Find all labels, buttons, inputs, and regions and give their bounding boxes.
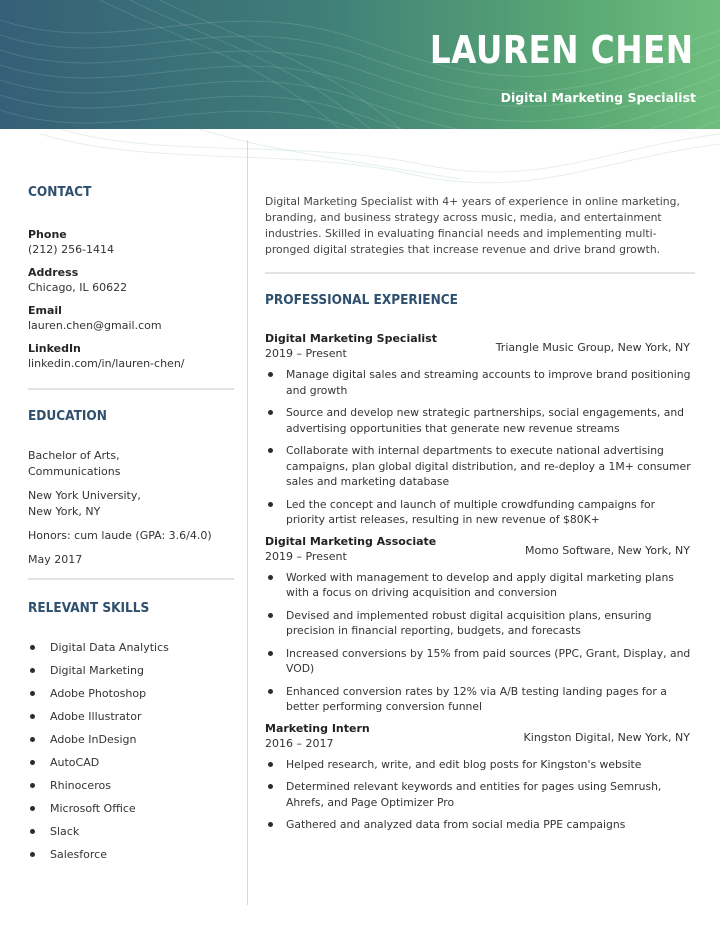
skill-item: Adobe InDesign (28, 733, 234, 756)
job-bullet: Manage digital sales and streaming accounts to improve brand positioning and growth (265, 367, 695, 398)
section-divider (28, 578, 234, 580)
header-banner (0, 0, 720, 129)
job-bullet: Enhanced conversion rates by 12% via A/B testing landing pages for a better performing conversion funnel (265, 684, 695, 715)
contact-label: LinkedIn (28, 342, 81, 355)
job-bullet: Worked with management to develop and apply digital marketing plans with a focus on driving acquisition and conversion (265, 570, 695, 601)
education-degree (28, 448, 234, 480)
job-bullet: Increased conversions by 15% from paid sources (PPC, Grant, Display, and VOD) (265, 646, 695, 677)
job-dates: 2016 – 2017 (265, 736, 334, 750)
job-bullets (265, 757, 695, 833)
contact-title: CONTACT (28, 184, 92, 200)
job-header (265, 332, 695, 364)
contact-address (28, 266, 234, 294)
degree-line: Bachelor of Arts, (28, 449, 120, 462)
skills-title: RELEVANT SKILLS (28, 600, 150, 616)
job-header (265, 535, 695, 567)
contact-section (28, 184, 234, 370)
job-dates: 2019 – Present (265, 347, 347, 360)
job-title: Digital Marketing Specialist (265, 332, 437, 345)
education-honors: Honors: cum laude (GPA: 3.6/4.0) (28, 529, 212, 542)
skill-item: Digital Marketing (28, 664, 234, 687)
skill-item: AutoCAD (28, 756, 234, 779)
contact-phone (28, 228, 234, 256)
candidate-role: Digital Marketing Specialist (500, 90, 696, 105)
school-line: New York University, (28, 489, 141, 502)
skills-section (28, 600, 234, 871)
contact-value: Chicago, IL 60622 (28, 281, 128, 294)
contact-linkedin (28, 342, 234, 370)
contact-label: Address (28, 266, 79, 279)
job-bullet: Determined relevant keywords and entities for pages using Semrush, Ahrefs, and Page Optimizer Pro (265, 779, 695, 810)
job-company: Momo Software, New York, NY (525, 543, 690, 557)
skill-item: Microsoft Office (28, 802, 234, 825)
skill-item: Adobe Photoshop (28, 687, 234, 710)
skill-item: Adobe Illustrator (28, 710, 234, 733)
sidebar (28, 184, 234, 871)
candidate-name: LAUREN CHEN (430, 28, 694, 72)
background-wave-decoration (0, 129, 720, 189)
skill-item: Slack (28, 825, 234, 848)
education-title: EDUCATION (28, 408, 107, 424)
contact-value: linkedin.com/in/lauren-chen/ (28, 357, 185, 370)
job-bullets (265, 367, 695, 528)
skill-item: Rhinoceros (28, 779, 234, 802)
education-section (28, 408, 234, 568)
contact-value: lauren.chen@gmail.com (28, 319, 162, 332)
education-date: May 2017 (28, 553, 83, 566)
section-divider (265, 272, 695, 274)
job-company: Triangle Music Group, New York, NY (495, 341, 690, 354)
contact-value: (212) 256-1414 (28, 243, 115, 256)
job-bullet: Collaborate with internal departments to execute national advertising campaigns, plan global digital distribution, and re-deploy a 1M+ consumer sales and marketing database (265, 443, 695, 490)
degree-line: Communications (28, 465, 121, 478)
job-bullet: Led the concept and launch of multiple crowdfunding campaigns for priority artist releases, resulting in new revenue of $80K+ (265, 497, 695, 528)
section-divider (28, 388, 234, 390)
job-entry (265, 332, 695, 528)
professional-summary: Digital Marketing Specialist with 4+ years of experience in online marketing, branding, and business strategy across music, media, and entertainment industries. Skilled in evaluating financial needs and implementing multi-pronged digital strategies that increase revenue and drive brand growth. (265, 195, 680, 256)
job-bullet: Helped research, write, and edit blog posts for Kingston's website (265, 757, 695, 773)
job-bullet: Source and develop new strategic partnerships, social engagements, and advertising opportunities that generate new revenue streams (265, 405, 695, 436)
contact-label: Email (28, 304, 62, 317)
job-title: Marketing Intern (265, 721, 370, 735)
school-line: New York, NY (28, 505, 101, 518)
job-entry (265, 722, 695, 833)
skill-item: Salesforce (28, 848, 234, 871)
job-bullet: Gathered and analyzed data from social media PPE campaigns (265, 817, 695, 833)
job-company: Kingston Digital, New York, NY (523, 730, 690, 744)
job-dates: 2019 – Present (265, 549, 347, 563)
education-school (28, 488, 234, 520)
skills-list (28, 641, 234, 871)
skill-item: Digital Data Analytics (28, 641, 234, 664)
job-bullet: Devised and implemented robust digital acquisition plans, ensuring precision in financial reporting, budgets, and forecasts (265, 608, 695, 639)
experience-title: PROFESSIONAL EXPERIENCE (265, 292, 458, 308)
job-header (265, 722, 695, 754)
job-entry (265, 535, 695, 715)
column-divider (247, 140, 248, 905)
main-column (265, 194, 695, 840)
job-bullets (265, 570, 695, 715)
job-title: Digital Marketing Associate (265, 534, 437, 548)
contact-email (28, 304, 234, 332)
contact-label: Phone (28, 228, 67, 241)
